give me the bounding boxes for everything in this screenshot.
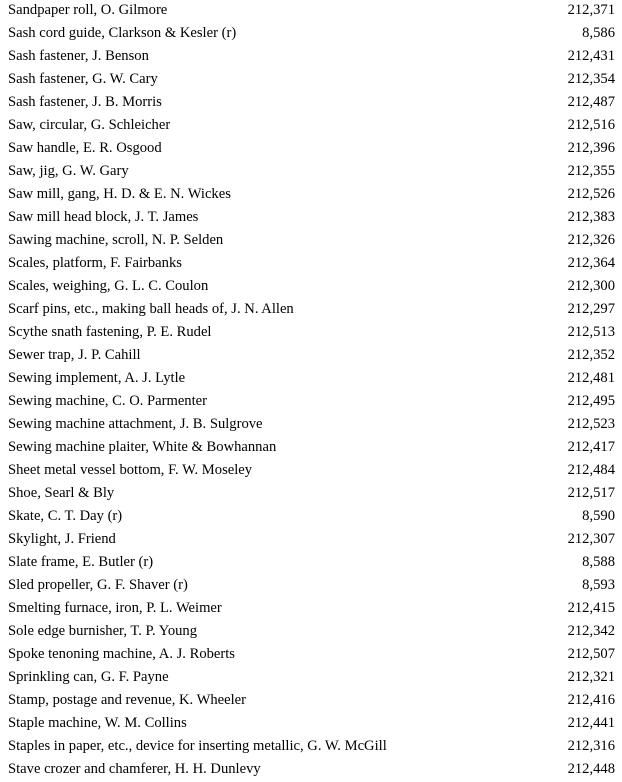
patent-number: 212,396 bbox=[567, 140, 615, 156]
patent-number: 8,593 bbox=[582, 577, 615, 593]
patent-number: 8,590 bbox=[582, 508, 615, 524]
patent-number: 212,523 bbox=[567, 416, 615, 432]
list-item bbox=[0, 713, 622, 736]
entry-description: Saw mill, gang, H. D. & E. N. Wickes bbox=[8, 186, 231, 202]
entry-description: Stave crozer and chamferer, H. H. Dunlevy bbox=[8, 761, 261, 777]
list-item bbox=[0, 368, 622, 391]
entry-description: Smelting furnace, iron, P. L. Weimer bbox=[8, 600, 222, 616]
list-item bbox=[0, 0, 622, 23]
list-item bbox=[0, 184, 622, 207]
entry-description: Slate frame, E. Butler (r) bbox=[8, 554, 154, 570]
list-item bbox=[0, 483, 622, 506]
list-item bbox=[0, 529, 622, 552]
list-item bbox=[0, 92, 622, 115]
patent-number: 212,326 bbox=[567, 232, 615, 248]
list-item bbox=[0, 345, 622, 368]
list-item bbox=[0, 230, 622, 253]
entry-description: Spoke tenoning machine, A. J. Roberts bbox=[8, 646, 235, 662]
entry-description: Stamp, postage and revenue, K. Wheeler bbox=[8, 692, 247, 708]
entry-description: Sled propeller, G. F. Shaver (r) bbox=[8, 577, 188, 593]
list-item bbox=[0, 299, 622, 322]
list-item bbox=[0, 322, 622, 345]
patent-number: 212,417 bbox=[567, 439, 615, 455]
patent-number: 212,516 bbox=[567, 117, 615, 133]
list-item bbox=[0, 161, 622, 184]
entry-description: Scarf pins, etc., making ball heads of, J. N. Allen bbox=[8, 301, 294, 317]
entry-description: Sash fastener, J. Benson bbox=[8, 48, 149, 64]
patent-number: 212,307 bbox=[567, 531, 615, 547]
patent-number: 212,415 bbox=[567, 600, 615, 616]
entry-description: Sandpaper roll, O. Gilmore bbox=[8, 2, 168, 18]
patent-number: 212,431 bbox=[567, 48, 615, 64]
patent-number: 212,342 bbox=[567, 623, 615, 639]
patent-number: 212,297 bbox=[567, 301, 615, 317]
list-item bbox=[0, 621, 622, 644]
patent-number: 212,513 bbox=[567, 324, 615, 340]
entry-description: Sash fastener, J. B. Morris bbox=[8, 94, 162, 110]
patent-number: 212,495 bbox=[567, 393, 615, 409]
list-item bbox=[0, 759, 622, 782]
entry-description: Saw, jig, G. W. Gary bbox=[8, 163, 129, 179]
list-item bbox=[0, 115, 622, 138]
entry-description: Sash fastener, G. W. Cary bbox=[8, 71, 158, 87]
patent-number: 8,586 bbox=[582, 25, 615, 41]
list-item bbox=[0, 391, 622, 414]
list-item bbox=[0, 414, 622, 437]
entry-description: Sole edge burnisher, T. P. Young bbox=[8, 623, 198, 639]
patent-number: 212,484 bbox=[567, 462, 615, 478]
patent-number: 212,371 bbox=[567, 2, 615, 18]
patent-number: 212,364 bbox=[567, 255, 615, 271]
entry-description: Sewing machine attachment, J. B. Sulgrove bbox=[8, 416, 263, 432]
list-item bbox=[0, 736, 622, 759]
patent-number: 212,352 bbox=[567, 347, 615, 363]
entry-description: Staple machine, W. M. Collins bbox=[8, 715, 187, 731]
list-item bbox=[0, 598, 622, 621]
patent-number: 212,300 bbox=[567, 278, 615, 294]
list-item bbox=[0, 506, 622, 529]
entry-description: Saw mill head block, J. T. James bbox=[8, 209, 199, 225]
patent-number: 212,321 bbox=[567, 669, 615, 685]
entry-description: Scales, platform, F. Fairbanks bbox=[8, 255, 182, 271]
patent-number: 212,481 bbox=[567, 370, 615, 386]
entry-description: Sewing implement, A. J. Lytle bbox=[8, 370, 186, 386]
entry-description: Skylight, J. Friend bbox=[8, 531, 116, 547]
entry-description: Sewer trap, J. P. Cahill bbox=[8, 347, 141, 363]
patent-number: 212,316 bbox=[567, 738, 615, 754]
entry-description: Sheet metal vessel bottom, F. W. Moseley bbox=[8, 462, 253, 478]
list-item bbox=[0, 575, 622, 598]
list-item bbox=[0, 253, 622, 276]
list-item bbox=[0, 437, 622, 460]
entry-description: Scythe snath fastening, P. E. Rudel bbox=[8, 324, 212, 340]
list-item bbox=[0, 46, 622, 69]
patent-number: 212,441 bbox=[567, 715, 615, 731]
entry-description: Sawing machine, scroll, N. P. Selden bbox=[8, 232, 224, 248]
patent-number: 212,354 bbox=[567, 71, 615, 87]
list-item bbox=[0, 69, 622, 92]
patent-number: 212,355 bbox=[567, 163, 615, 179]
entry-description: Shoe, Searl & Bly bbox=[8, 485, 115, 501]
patent-number: 8,588 bbox=[582, 554, 615, 570]
list-item bbox=[0, 460, 622, 483]
entry-description: Skate, C. T. Day (r) bbox=[8, 508, 123, 524]
list-item bbox=[0, 23, 622, 46]
entry-description: Scales, weighing, G. L. C. Coulon bbox=[8, 278, 209, 294]
entry-description: Sewing machine plaiter, White & Bowhannan bbox=[8, 439, 277, 455]
list-item bbox=[0, 552, 622, 575]
list-item bbox=[0, 667, 622, 690]
patent-number: 212,487 bbox=[567, 94, 615, 110]
entry-description: Sprinkling can, G. F. Payne bbox=[8, 669, 169, 685]
patent-number: 212,507 bbox=[567, 646, 615, 662]
entry-description: Sash cord guide, Clarkson & Kesler (r) bbox=[8, 25, 237, 41]
entry-description: Sewing machine, C. O. Parmenter bbox=[8, 393, 207, 409]
entry-description: Saw handle, E. R. Osgood bbox=[8, 140, 162, 156]
entry-description: Staples in paper, etc., device for inserting metallic, G. W. McGill bbox=[8, 738, 387, 754]
list-item bbox=[0, 138, 622, 161]
patent-number: 212,416 bbox=[567, 692, 615, 708]
patent-number: 212,526 bbox=[567, 186, 615, 202]
patent-number: 212,448 bbox=[567, 761, 615, 777]
list-item bbox=[0, 644, 622, 667]
entry-description: Saw, circular, G. Schleicher bbox=[8, 117, 171, 133]
list-item bbox=[0, 690, 622, 713]
patent-number: 212,517 bbox=[567, 485, 615, 501]
list-item bbox=[0, 207, 622, 230]
patent-number: 212,383 bbox=[567, 209, 615, 225]
list-item bbox=[0, 276, 622, 299]
